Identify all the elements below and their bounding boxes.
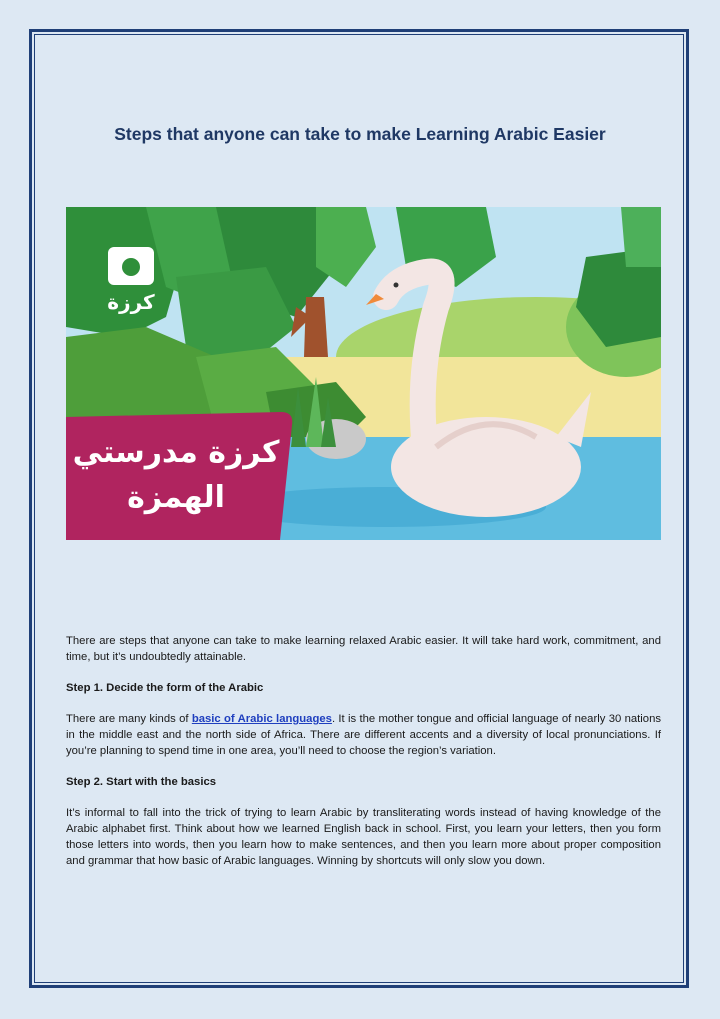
step1-heading: Step 1. Decide the form of the Arabic [66,682,264,694]
document-body [66,633,661,884]
arabic-languages-link[interactable]: basic of Arabic languages [191,713,332,725]
svg-text:كرزة: كرزة [107,290,155,314]
step1-paragraph [66,711,661,759]
hero-image [66,207,661,540]
svg-text:كرزة مدرستي: كرزة مدرستي [72,435,280,470]
logo-icon [107,247,155,314]
step2-paragraph: It’s informal to fall into the trick of trying to learn Arabic by transliterating words instead of having knowledge of the Arabic alphabet first. Think about how we learned English back in school. First, you learn your letters, then you form those letters into words, then you learn how to make sentences, and then you learn more about proper composition and grammar that how basic of Arabic languages. Winning by shortcuts will only slow you down. [66,807,661,867]
svg-text:الهمزة: الهمزة [127,480,225,515]
intro-paragraph: There are steps that anyone can take to make learning relaxed Arabic easier. It will take hard work, commitment, and time, but it’s undoubtedly attainable. [66,635,661,663]
step2-heading: Step 2. Start with the basics [66,776,217,788]
document-title: Steps that anyone can take to make Learning Arabic Easier [114,124,606,144]
step1-text-after-link: . It is the mother tongue and official language of nearly 30 nations in the middle east and the north side of Africa. There are different accents and a diversity of local pronunciations. If you’re planning to spend time in one area, you’ll need to choose the region’s variation. [66,713,662,757]
step1-text-before-link: There are many kinds of [66,713,192,725]
